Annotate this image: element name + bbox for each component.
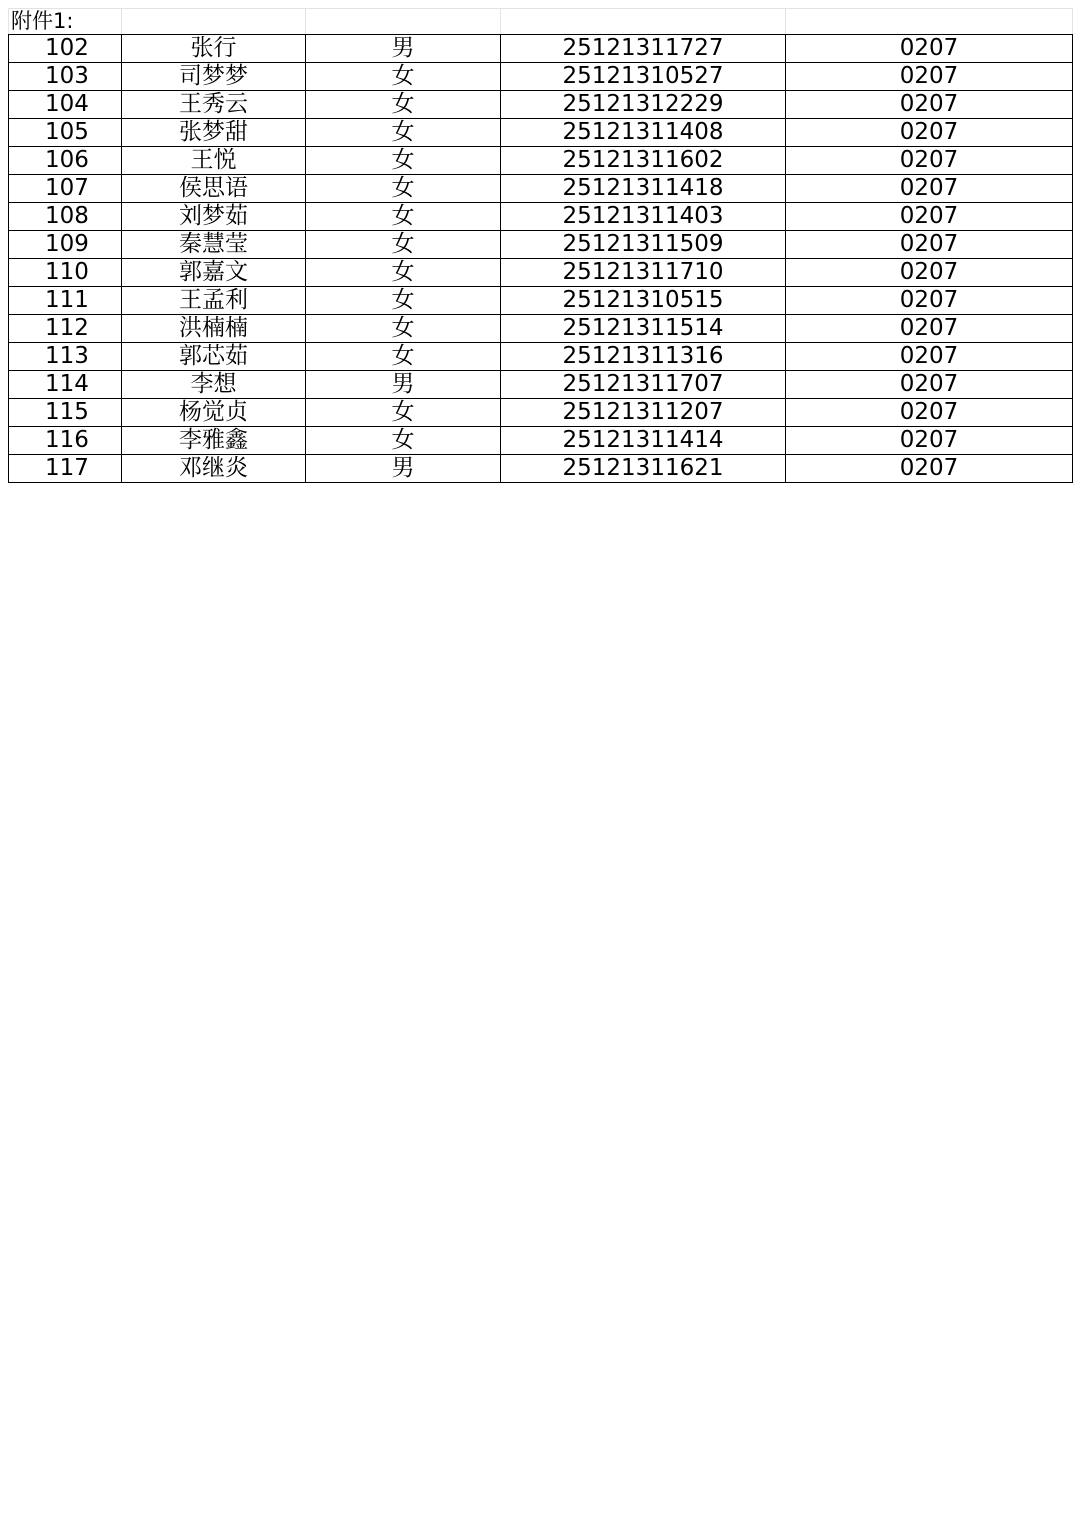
- cell-exam-id[interactable]: 25121311414: [501, 427, 786, 455]
- cell-position-code[interactable]: 0207: [786, 203, 1073, 231]
- cell-name[interactable]: 李雅鑫: [122, 427, 306, 455]
- cell-gender[interactable]: 男: [306, 35, 501, 63]
- spreadsheet-sheet: [8, 8, 1072, 483]
- cell-position-code[interactable]: 0207: [786, 231, 1073, 259]
- cell-exam-id[interactable]: 25121310515: [501, 287, 786, 315]
- attachment-caption[interactable]: 附件1:: [9, 9, 122, 35]
- cell-gender[interactable]: 女: [306, 119, 501, 147]
- cell-number[interactable]: 114: [9, 371, 122, 399]
- caption-row: [9, 9, 1073, 35]
- cell-number[interactable]: 106: [9, 147, 122, 175]
- table-row: [9, 427, 1073, 455]
- cell-exam-id[interactable]: 25121311707: [501, 371, 786, 399]
- cell-gender[interactable]: 女: [306, 203, 501, 231]
- cell-name[interactable]: 王秀云: [122, 91, 306, 119]
- cell-number[interactable]: 117: [9, 455, 122, 483]
- cell-number[interactable]: 116: [9, 427, 122, 455]
- cell-number[interactable]: 105: [9, 119, 122, 147]
- table-row: [9, 175, 1073, 203]
- cell-name[interactable]: 刘梦茹: [122, 203, 306, 231]
- cell-name[interactable]: 侯思语: [122, 175, 306, 203]
- empty-cell[interactable]: [786, 9, 1073, 35]
- cell-gender[interactable]: 女: [306, 231, 501, 259]
- cell-exam-id[interactable]: 25121311418: [501, 175, 786, 203]
- cell-exam-id[interactable]: 25121311509: [501, 231, 786, 259]
- cell-number[interactable]: 111: [9, 287, 122, 315]
- cell-number[interactable]: 104: [9, 91, 122, 119]
- table-row: [9, 63, 1073, 91]
- cell-exam-id[interactable]: 25121310527: [501, 63, 786, 91]
- cell-gender[interactable]: 女: [306, 259, 501, 287]
- cell-exam-id[interactable]: 25121311403: [501, 203, 786, 231]
- cell-gender[interactable]: 男: [306, 455, 501, 483]
- cell-position-code[interactable]: 0207: [786, 91, 1073, 119]
- table-row: [9, 259, 1073, 287]
- cell-position-code[interactable]: 0207: [786, 147, 1073, 175]
- cell-position-code[interactable]: 0207: [786, 63, 1073, 91]
- cell-name[interactable]: 洪楠楠: [122, 315, 306, 343]
- cell-name[interactable]: 郭芯茹: [122, 343, 306, 371]
- cell-position-code[interactable]: 0207: [786, 35, 1073, 63]
- table-row: [9, 315, 1073, 343]
- cell-gender[interactable]: 女: [306, 315, 501, 343]
- cell-exam-id[interactable]: 25121311207: [501, 399, 786, 427]
- cell-position-code[interactable]: 0207: [786, 259, 1073, 287]
- table-row: [9, 203, 1073, 231]
- cell-exam-id[interactable]: 25121311408: [501, 119, 786, 147]
- empty-cell[interactable]: [122, 9, 306, 35]
- cell-position-code[interactable]: 0207: [786, 399, 1073, 427]
- cell-gender[interactable]: 女: [306, 287, 501, 315]
- cell-name[interactable]: 秦慧莹: [122, 231, 306, 259]
- cell-name[interactable]: 王悦: [122, 147, 306, 175]
- cell-number[interactable]: 108: [9, 203, 122, 231]
- cell-name[interactable]: 杨觉贞: [122, 399, 306, 427]
- table-row: [9, 343, 1073, 371]
- cell-position-code[interactable]: 0207: [786, 175, 1073, 203]
- cell-position-code[interactable]: 0207: [786, 455, 1073, 483]
- cell-gender[interactable]: 女: [306, 399, 501, 427]
- applicant-table: [8, 8, 1073, 483]
- cell-gender[interactable]: 女: [306, 63, 501, 91]
- cell-name[interactable]: 邓继炎: [122, 455, 306, 483]
- cell-name[interactable]: 王孟利: [122, 287, 306, 315]
- cell-number[interactable]: 109: [9, 231, 122, 259]
- table-body: [9, 9, 1073, 483]
- cell-number[interactable]: 107: [9, 175, 122, 203]
- cell-gender[interactable]: 女: [306, 175, 501, 203]
- cell-position-code[interactable]: 0207: [786, 427, 1073, 455]
- table-row: [9, 287, 1073, 315]
- table-row: [9, 399, 1073, 427]
- table-row: [9, 371, 1073, 399]
- cell-exam-id[interactable]: 25121311602: [501, 147, 786, 175]
- cell-name[interactable]: 张行: [122, 35, 306, 63]
- table-row: [9, 119, 1073, 147]
- table-row: [9, 35, 1073, 63]
- cell-number[interactable]: 103: [9, 63, 122, 91]
- cell-position-code[interactable]: 0207: [786, 119, 1073, 147]
- cell-exam-id[interactable]: 25121311316: [501, 343, 786, 371]
- cell-position-code[interactable]: 0207: [786, 287, 1073, 315]
- cell-position-code[interactable]: 0207: [786, 315, 1073, 343]
- cell-number[interactable]: 110: [9, 259, 122, 287]
- cell-number[interactable]: 113: [9, 343, 122, 371]
- cell-gender[interactable]: 男: [306, 371, 501, 399]
- cell-gender[interactable]: 女: [306, 147, 501, 175]
- cell-exam-id[interactable]: 25121311514: [501, 315, 786, 343]
- cell-position-code[interactable]: 0207: [786, 371, 1073, 399]
- cell-exam-id[interactable]: 25121311621: [501, 455, 786, 483]
- cell-gender[interactable]: 女: [306, 343, 501, 371]
- cell-name[interactable]: 张梦甜: [122, 119, 306, 147]
- cell-number[interactable]: 115: [9, 399, 122, 427]
- cell-number[interactable]: 102: [9, 35, 122, 63]
- cell-gender[interactable]: 女: [306, 91, 501, 119]
- cell-gender[interactable]: 女: [306, 427, 501, 455]
- cell-name[interactable]: 司梦梦: [122, 63, 306, 91]
- table-row: [9, 147, 1073, 175]
- table-row: [9, 455, 1073, 483]
- empty-cell[interactable]: [306, 9, 501, 35]
- table-row: [9, 91, 1073, 119]
- cell-exam-id[interactable]: 25121311727: [501, 35, 786, 63]
- cell-name[interactable]: 郭嘉文: [122, 259, 306, 287]
- cell-number[interactable]: 112: [9, 315, 122, 343]
- cell-position-code[interactable]: 0207: [786, 343, 1073, 371]
- cell-exam-id[interactable]: 25121312229: [501, 91, 786, 119]
- cell-name[interactable]: 李想: [122, 371, 306, 399]
- cell-exam-id[interactable]: 25121311710: [501, 259, 786, 287]
- empty-cell[interactable]: [501, 9, 786, 35]
- table-row: [9, 231, 1073, 259]
